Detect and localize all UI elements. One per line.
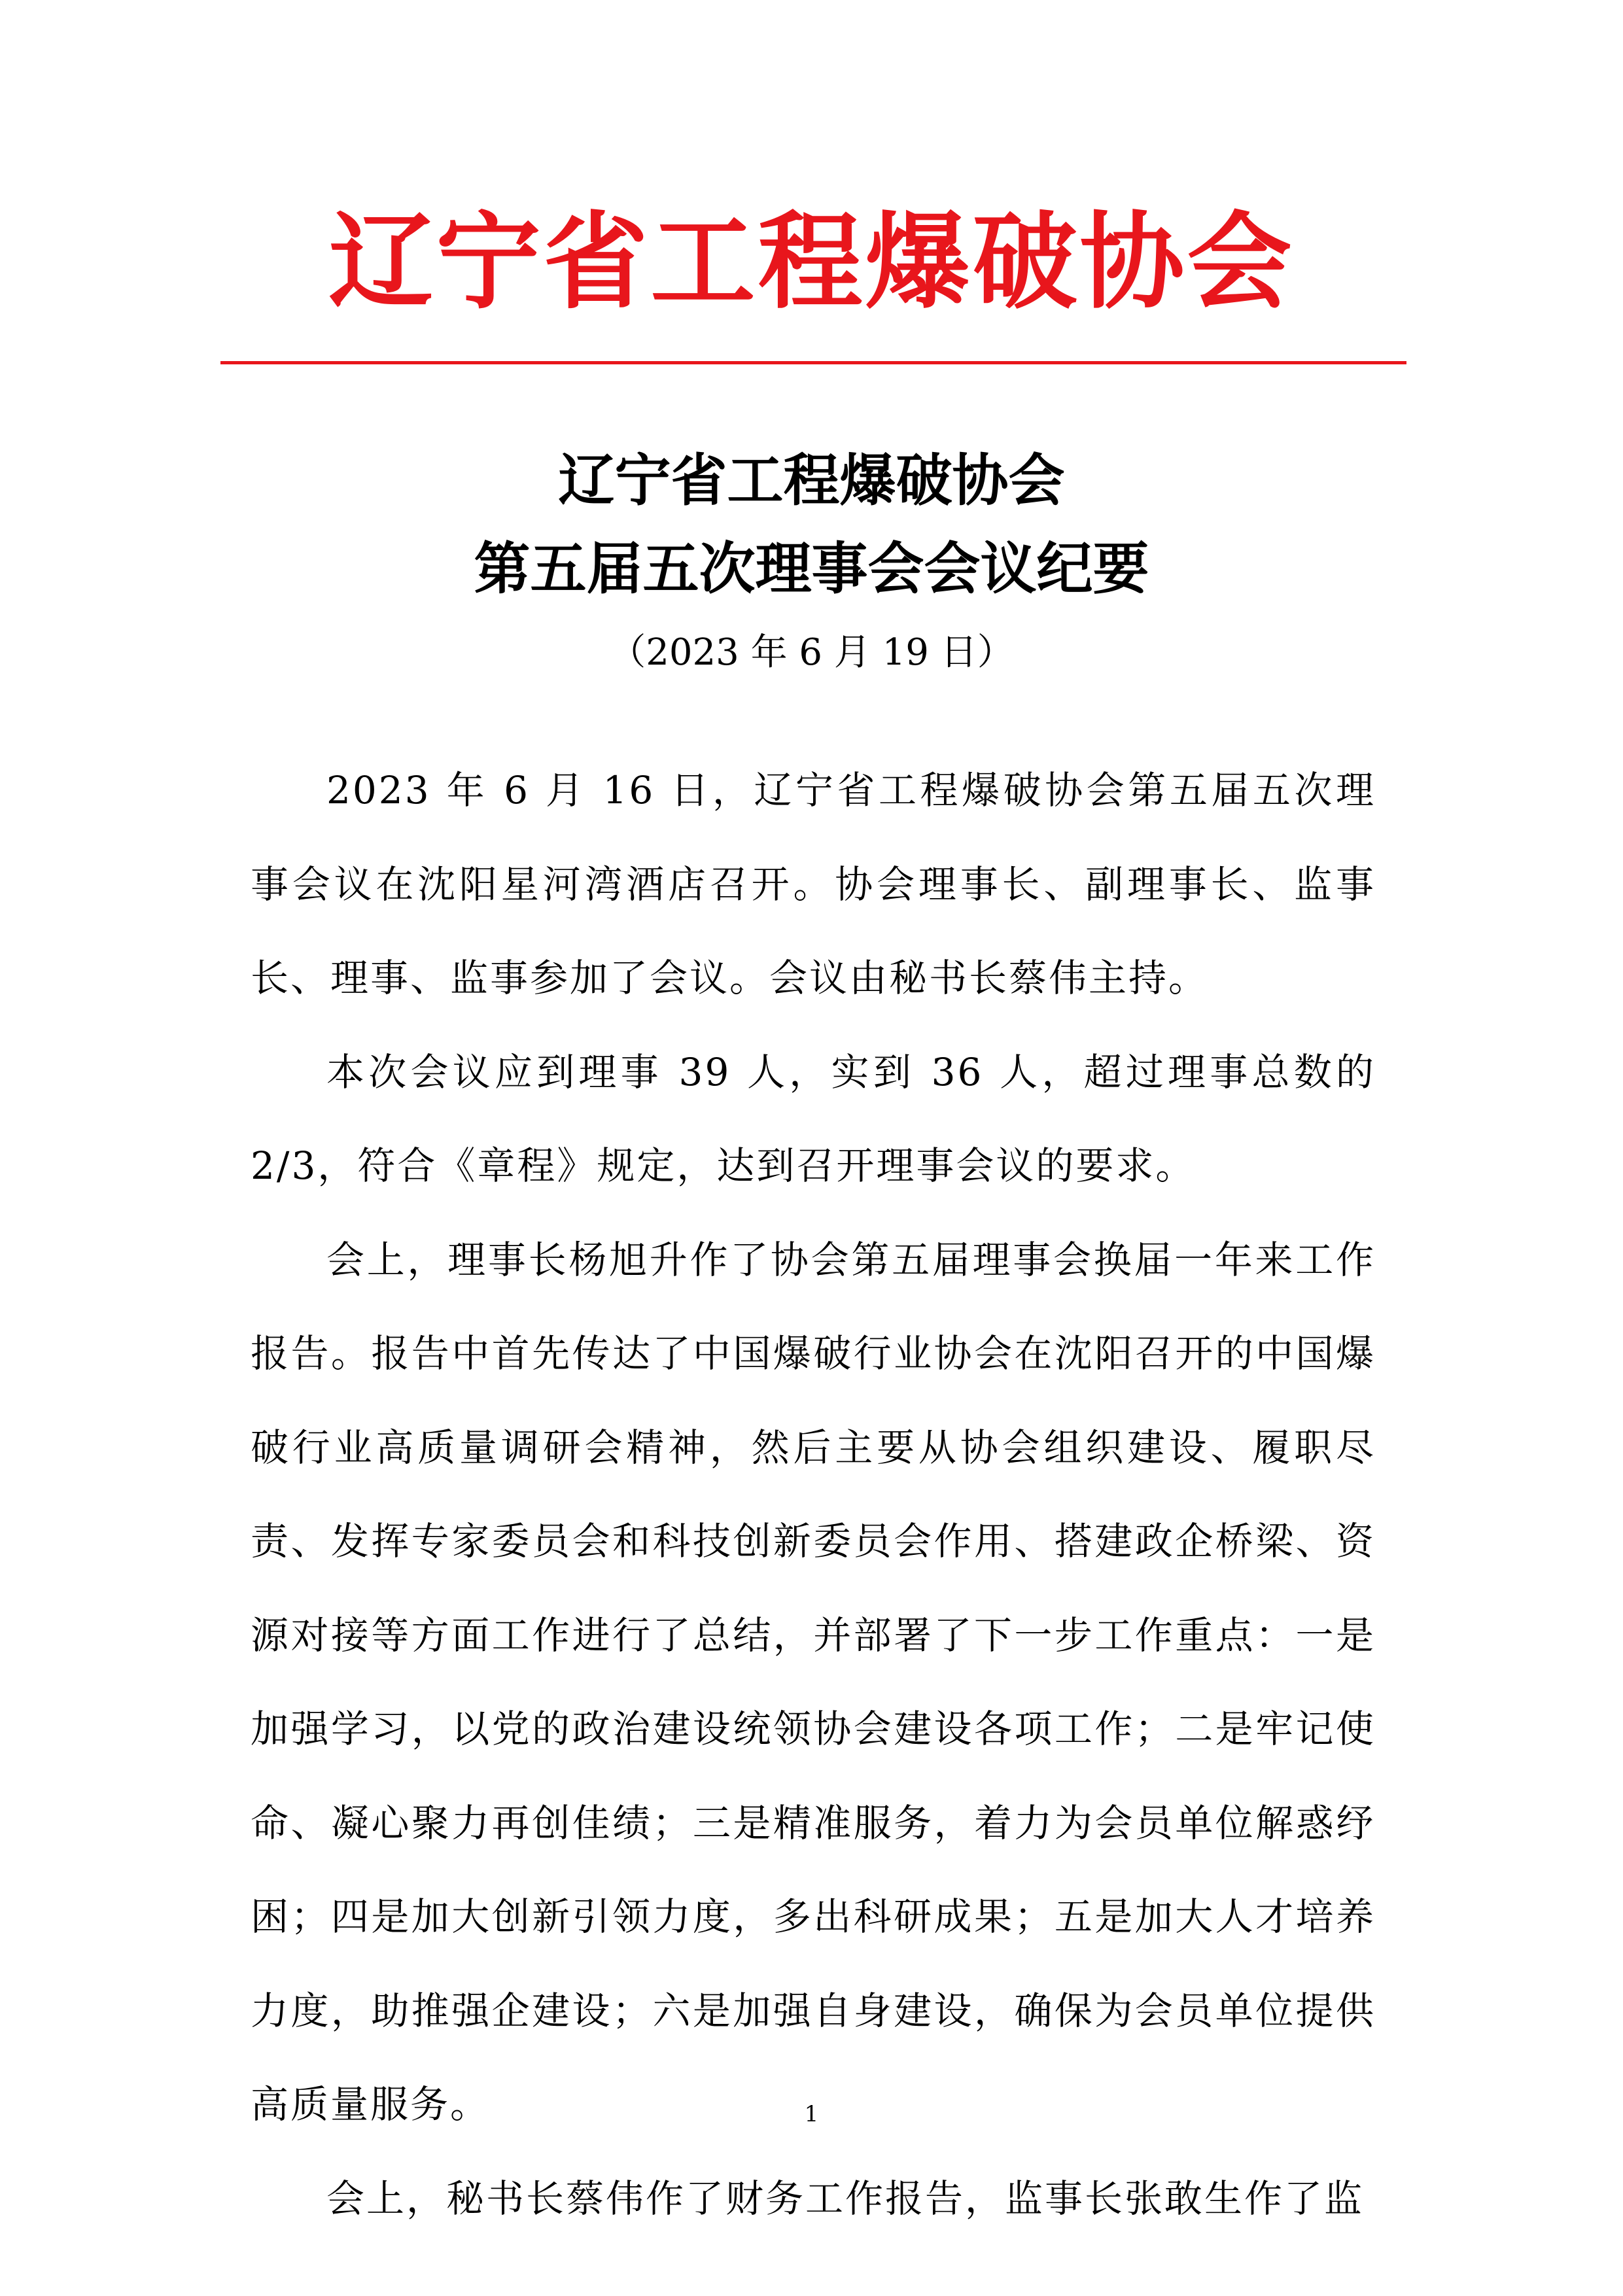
document-title-line-1: 辽宁省工程爆破协会 — [558, 448, 1065, 513]
body-paragraph-4: 会上，秘书长蔡伟作了财务工作报告，监事长张敢生作了监 — [326, 2176, 1365, 2221]
masthead-title: 辽宁省工程爆破协会 — [328, 200, 1295, 323]
body-paragraph-1: 2023 年 6 月 16 日，辽宁省工程爆破协会第五届五次理事会议在沈阳星河湾酒店召开。协会理事长、副理事长、监事长、理事、监事参加了会议。会议由秘书长蔡伟主持。 — [251, 768, 1376, 1000]
body-paragraph-2: 本次会议应到理事 39 人，实到 36 人，超过理事总数的 2/3，符合《章程》规定，达到召开理事会议的要求。 — [251, 1049, 1376, 1188]
document-date: （2023 年 6 月 19 日） — [609, 631, 1014, 674]
document-body — [251, 744, 1376, 2246]
page-number: 1 — [804, 2101, 819, 2127]
masthead-divider-line — [220, 361, 1406, 364]
document-title-line-2: 第五届五次理事会会议纪要 — [474, 536, 1149, 602]
body-paragraph-3: 会上，理事长杨旭升作了协会第五届理事会换届一年来工作报告。报告中首先传达了中国爆破行业协会在沈阳召开的中国爆破行业高质量调研会精神，然后主要从协会组织建设、履职尽责、发挥专家委员会和科技创新委员会作用、搭建政企桥梁、资源对接等方面工作进行了总结，并部署了下一步工作重点：一是加强学习，以党的政治建设统领协会建设各项工作；二是牢记使命、凝心聚力再创佳绩；三是精准服务，着力为会员单位解惑纾困；四是加大创新引领力度，多出科研成果；五是加大人才培养力度，助推强企建设；六是加强自身建设，确保为会员单位提供高质量服务。 — [251, 1237, 1376, 2127]
